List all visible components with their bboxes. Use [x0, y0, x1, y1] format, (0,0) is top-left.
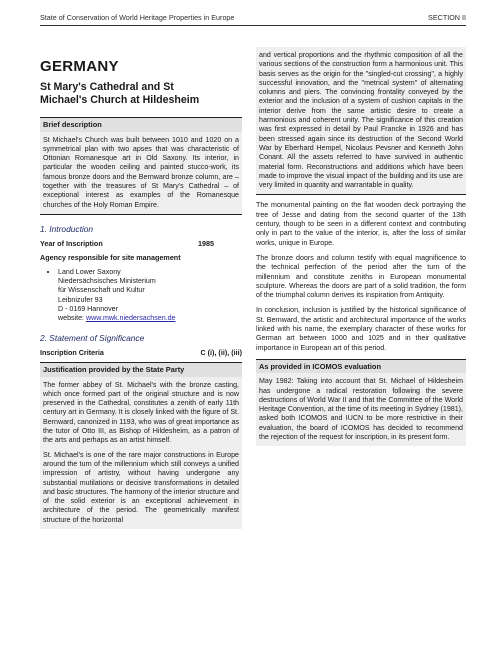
justification-box-left — [40, 377, 242, 529]
header-rule — [40, 25, 466, 26]
justification-paragraph: The bronze doors and column testify with equal magnificence to the technical perfection of the period after the turn of the millennium and constitute zeniths in European monumental sculpture. Whereas the doors are part of a solid tradition, the form of the triumphal column derives its inspiration from Antiquity. — [256, 253, 466, 300]
criteria-row — [40, 348, 242, 357]
box-bottom-rule — [40, 214, 242, 215]
site-title-line-2: Michael's Church at Hildesheim — [40, 94, 200, 107]
address-line-2: Niedersächsisches Ministerium — [58, 277, 156, 286]
icomos-heading: As provided in ICOMOS evaluation — [256, 359, 466, 373]
introduction-heading: 1. Introduction — [40, 223, 94, 234]
report-title: State of Conservation of World Heritage Properties in Europe — [40, 13, 235, 22]
address-line-3: für Wissenschaft und Kultur — [58, 286, 145, 295]
website-link[interactable]: www.mwk.niedersachsen.de — [86, 314, 176, 323]
criteria-value: C (i), (ii), (iii) — [200, 347, 242, 357]
justification-paragraph: St. Michael's is one of the rare major constructions in Europe around the turn of the millennium which still conveys a unified impression of artistry, without having undergone any substantial mutilations or decisive transformations in detailed and basic structures. The harmony of the interior structure and of the solid exterior is an exceptional achievement in architecture of the period. The geometrically manifest structure of the horizontal — [43, 450, 239, 524]
justification-paragraph: and vertical proportions and the rhythmic composition of all the various sections of the construction form a harmonious unit. This basis serves as the origin for the "singled-cut crossing", a highly successful innovation, and the "metrical system" of alternating columns and piers. The convincing frontality conveyed by the exterior and the inclusion of a system of cushion capitals in the interior derive from the same artistic desire to create a harmonious and coherent unity. The significance of this creation was first expressed in detail by Paul Francke in 1926 and has been stressed again since its destruction of the Second World War by Eberhard Hempel, Nicolaus Pevsner and Kenneth John Conant. All the assets referred to have survived in authentic material form. Reconstructions and additions which have been made to improve the visual impact of the building and its use are very limited in quantity and warrantable in quality. — [259, 51, 463, 190]
site-title — [40, 81, 242, 107]
right-column — [256, 47, 466, 446]
website-label: website: — [58, 314, 86, 323]
page-header — [40, 11, 466, 25]
address-line-1: • Land Lower Saxony — [58, 267, 121, 276]
section-label: SECTION II — [428, 13, 466, 22]
site-title-line-1: St Mary's Cathedral and St — [40, 81, 174, 94]
box-bottom-rule — [256, 194, 466, 195]
address-line-4: Leibnizufer 93 — [58, 295, 103, 304]
country-title: GERMANY — [40, 58, 119, 75]
address-line-5: D - 0169 Hannover — [58, 305, 118, 314]
year-label: Year of Inscription — [40, 239, 103, 249]
icomos-box — [256, 373, 466, 446]
justification-paragraph: In conclusion, inclusion is justified by the historical significance of St. Bernward, the artistic and architectural importance of the works linked with his name, the exemplary character of these works for German art between 1000 and 1025 and in their qualitative importance in European art of this period. — [256, 306, 466, 352]
significance-heading: 2. Statement of Significance — [40, 332, 145, 343]
brief-description-box — [40, 132, 242, 214]
justification-box-right — [256, 47, 466, 194]
brief-description-heading: Brief description — [40, 117, 242, 131]
year-of-inscription-row — [40, 239, 242, 248]
justification-paragraph: The monumental painting on the flat wooden deck portraying the tree of Jesse and dating from the second quarter of the 13th century, though to be seen in a different context and contributing only in part to the value of the interior, is, after the loss of similar works, unique in Europe. — [256, 201, 466, 247]
agency-address — [40, 268, 242, 324]
icomos-text: May 1982: Taking into account that St. Michael of Hildesheim has undergone a radical restoration following the severe destructions of World War II and that the Committee of the World Heritage Convention, at the time of its meeting in Sydney (1981), asked both ICOMOS and IUCN to be more restrictive in their evaluation, the board of ICOMOS has decided to recommend the rejection of the request for inscription, in its present form. — [259, 377, 463, 441]
brief-description-text: St Michael's Church was built between 1010 and 1020 on a symmetrical plan with two apses that was characteristic of Ottonian Romanesque art in Old Saxony. Its interior, in particular the wooden ceiling and painted stucco-work, its famous bronze doors and the Bernward bronze column, are – together with the treasures of St Mary's Cathedral – of exceptional interest as examples of the Romanesque churches of the Holy Roman Empire. — [43, 135, 239, 209]
criteria-label: Inscription Criteria — [40, 347, 104, 357]
year-value: 1985 — [198, 239, 214, 249]
address-item — [58, 268, 242, 324]
justification-paragraph: The former abbey of St. Michael's with the bronze casting, which once formed part of the original structure and is now preserved in the Cathedral, constitutes a zenith of early 11th century art in Germany. It is closely linked with the figure of St. Bernward, canonized in 1193, who was of great importance as the tutor of Otto III, as Bishop of Hildesheim, as a patron of the arts and perhaps as an artist himself. — [43, 380, 239, 445]
justification-heading: Justification provided by the State Party — [40, 362, 242, 376]
agency-label: Agency responsible for site management — [40, 252, 181, 262]
left-column — [40, 40, 242, 529]
website-line — [58, 314, 242, 323]
